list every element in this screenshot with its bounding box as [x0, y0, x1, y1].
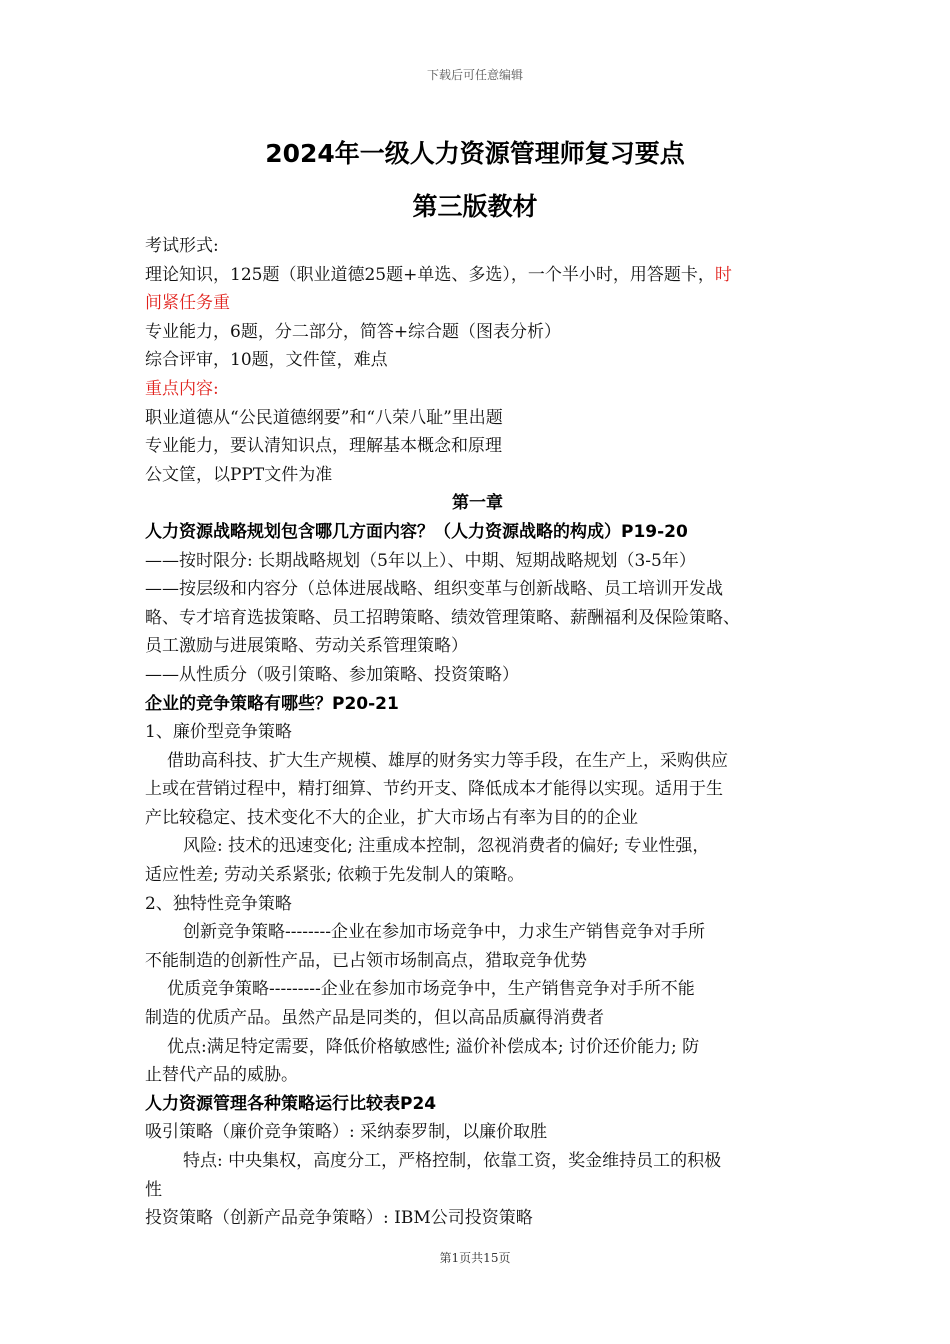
- focus-heading: 重点内容:: [145, 378, 219, 399]
- page-footer: 第1页共15页: [439, 1251, 511, 1265]
- exam-theory-emphasis: 时: [714, 264, 732, 285]
- risk-line: 风险: 技术的迅速变化; 注重成本控制，忽视消费者的偏好; 专业性强，: [183, 836, 710, 857]
- paragraph-line: 借助高科技、扩大生产规模、雄厚的财务实力等手段，在生产上，采购供应: [167, 750, 728, 771]
- chapter-title: 第一章: [452, 493, 503, 514]
- exam-theory-line: [145, 261, 810, 290]
- merit-line: 止替代产品的威胁。: [145, 1065, 298, 1086]
- question-heading: 企业的竞争策略有哪些？P20-21: [145, 693, 399, 714]
- quality-line: 优质竞争策略---------企业在参加市场竞争中，生产销售竞争对手所不能: [167, 979, 695, 1000]
- features-line: 特点: 中央集权，高度分工，严格控制，依靠工资，奖金维持员工的积极: [183, 1151, 722, 1171]
- q1-line: 略、专才培育选拔策略、员工招聘策略、绩效管理策略、薪酬福利及保险策略、: [145, 607, 740, 628]
- exam-skill-line: 专业能力，6题，分二部分，简答+综合题（图表分析）: [145, 321, 562, 342]
- q1-line: 员工激励与进展策略、劳动关系管理策略）: [145, 636, 468, 657]
- focus-item: 职业道德从“公民道德纲要”和“八荣八耻”里出题: [145, 407, 503, 428]
- quality-line: 制造的优质产品。虽然产品是同类的，但以高品质赢得消费者: [145, 1008, 604, 1029]
- q1-line: ——按层级和内容分（总体进展战略、组织变革与创新战略、员工培训开发战: [145, 579, 723, 600]
- q1-line: ——从性质分（吸引策略、参加策略、投资策略）: [145, 664, 519, 685]
- attract-line: 吸引策略（廉价竞争策略）: 采纳泰罗制，以廉价取胜: [145, 1122, 548, 1143]
- innovation-line: 创新竞争策略--------企业在参加市场竞争中，力求生产销售竞争对手所: [183, 922, 705, 943]
- paragraph-line: 产比较稳定、技术变化不大的企业，扩大市场占有率为目的的企业: [145, 807, 638, 828]
- question-heading: 人力资源战略规划包含哪几方面内容？（人力资源战略的构成）P19-20: [145, 521, 688, 542]
- innovation-line: 不能制造的创新性产品，已占领市场制高点，猎取竞争优势: [145, 950, 587, 971]
- page-header: 下载后可任意编辑: [426, 68, 523, 82]
- exam-theory-emphasis-cont: 间紧任务重: [145, 293, 230, 314]
- invest-line: 投资策略（创新产品竞争策略）: IBM公司投资策略: [145, 1208, 533, 1229]
- document-title: 2024年一级人力资源管理师复习要点: [265, 139, 685, 168]
- exam-heading: 考试形式:: [145, 236, 219, 256]
- q1-line: ——按时限分: 长期战略规划（5年以上）、中期、短期战略规划（3-5年）: [145, 550, 696, 571]
- question-heading: 人力资源管理各种策略运行比较表P24: [145, 1093, 437, 1114]
- exam-theory-text: 理论知识，125题（职业道德25题+单选、多选），一个半小时，用答题卡，: [145, 264, 715, 285]
- risk-line: 适应性差; 劳动关系紧张; 依赖于先发制人的策略。: [145, 865, 525, 886]
- document-subtitle: 第三版教材: [412, 192, 538, 221]
- features-line: 性: [145, 1179, 162, 1200]
- merit-line: 优点:满足特定需要，降低价格敏感性; 溢价补偿成本; 讨价还价能力; 防: [167, 1036, 700, 1057]
- exam-review-line: 综合评审，10题，文件筐，难点: [145, 350, 388, 371]
- focus-item: 专业能力，要认清知识点，理解基本概念和原理: [145, 436, 502, 457]
- subsection-title: 1、廉价型竞争策略: [145, 722, 292, 743]
- subsection-title: 2、独特性竞争策略: [145, 893, 292, 914]
- paragraph-line: 上或在营销过程中，精打细算、节约开支、降低成本才能得以实现。适用于生: [145, 779, 723, 800]
- focus-item: 公文筐，以PPT文件为准: [145, 464, 333, 485]
- document-body: [145, 232, 810, 1233]
